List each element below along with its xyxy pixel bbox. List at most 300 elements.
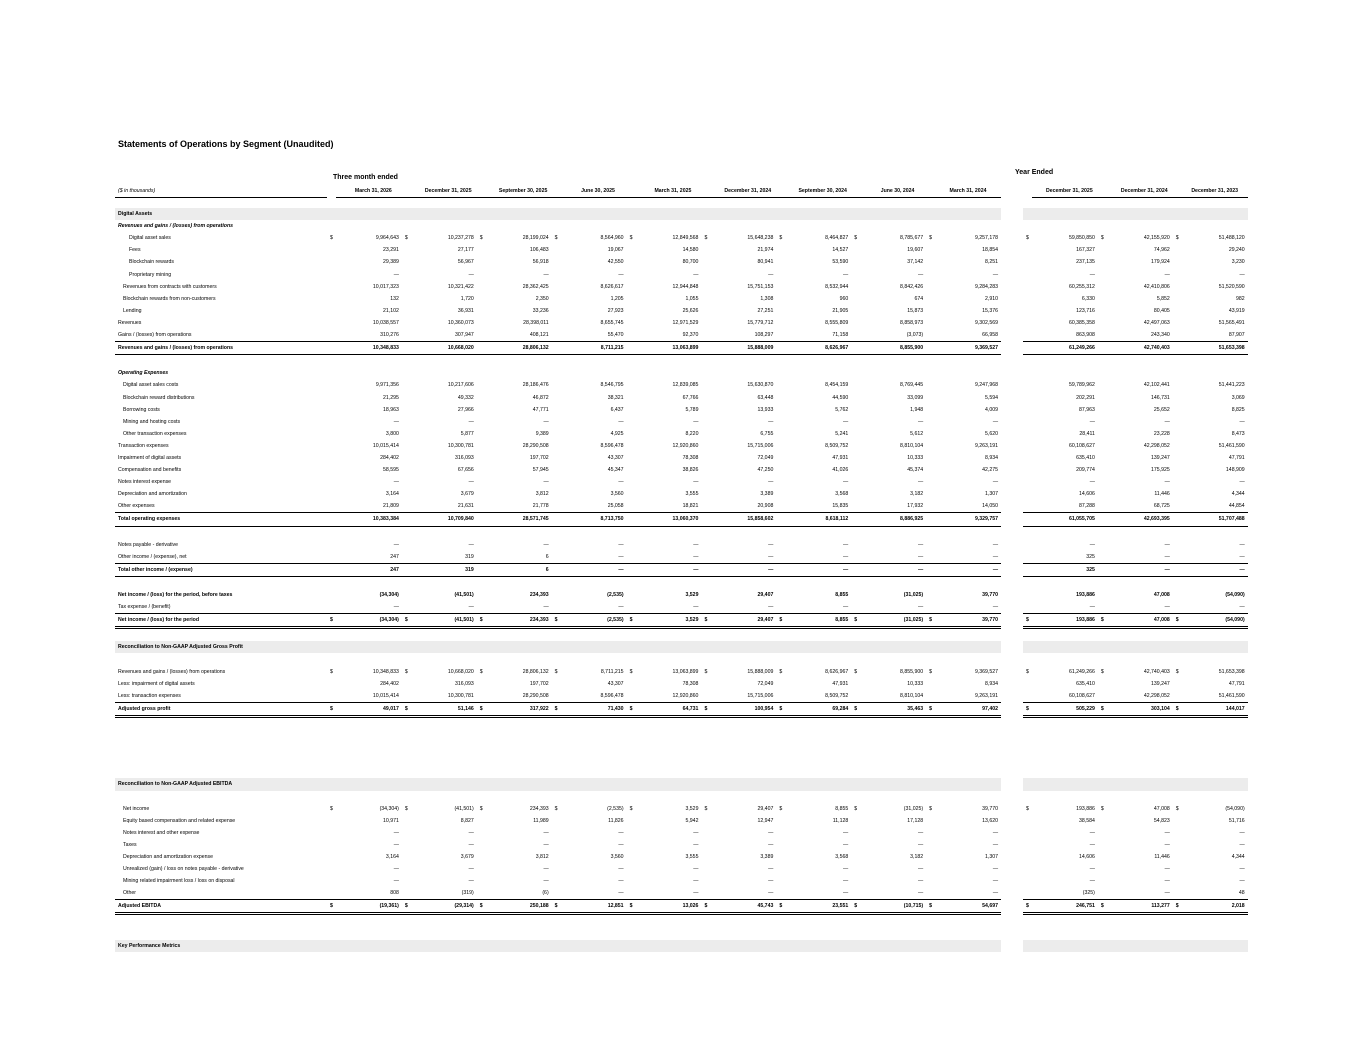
quarter-value-cell: 9,247,968 xyxy=(974,382,999,389)
row-label: Digital Assets xyxy=(115,208,327,220)
spacer-cell xyxy=(115,766,1248,778)
currency-symbol xyxy=(1098,690,1107,703)
currency-symbol xyxy=(327,601,336,614)
quarter-value-cell: 69,284 xyxy=(785,702,851,716)
year-value-cell: 42,298,052 xyxy=(1143,442,1170,449)
currency-symbol xyxy=(851,851,860,863)
gap-cell xyxy=(1001,244,1023,256)
currency-symbol xyxy=(1023,379,1032,391)
quarter-value-cell: 8,220 xyxy=(685,430,699,437)
currency-symbol xyxy=(477,887,486,900)
spacer-cell xyxy=(115,576,1248,589)
currency-symbol xyxy=(627,404,636,416)
quarter-value-cell: 15,873 xyxy=(907,307,924,314)
currency-symbol xyxy=(926,244,935,256)
currency-symbol xyxy=(402,416,411,428)
quarter-value-cell: 55,470 xyxy=(607,332,624,339)
table-row xyxy=(115,690,1248,703)
year-value-cell: 51,441,223 xyxy=(1218,382,1245,389)
currency-symbol xyxy=(926,342,935,355)
quarter-value-cell: — xyxy=(618,271,624,278)
gap-cell xyxy=(1001,851,1023,863)
quarter-value-cell: — xyxy=(543,271,549,278)
quarter-value-cell: — xyxy=(768,553,774,560)
table-row xyxy=(115,404,1248,416)
currency-symbol xyxy=(776,863,785,875)
quarter-value-cell: — xyxy=(768,604,774,611)
year-value-cell: 51,520,590 xyxy=(1218,283,1245,290)
year-value-cell: (54,090) xyxy=(1225,805,1245,812)
quarter-value-cell: 6 xyxy=(486,563,552,576)
currency-symbol xyxy=(477,404,486,416)
currency-symbol xyxy=(926,887,935,900)
quarter-value-cell: — xyxy=(843,841,849,848)
currency-symbol xyxy=(402,539,411,551)
currency-symbol xyxy=(327,281,336,293)
currency-symbol xyxy=(327,379,336,391)
currency-symbol xyxy=(627,851,636,863)
currency-symbol xyxy=(701,464,710,476)
currency-symbol xyxy=(1023,392,1032,404)
quarter-value-cell: 38,321 xyxy=(607,394,624,401)
quarter-value-cell: 284,402 xyxy=(380,680,399,687)
quarter-value-cell: 21,778 xyxy=(532,503,549,510)
quarter-value-cell: 15,888,009 xyxy=(710,342,776,355)
year-value-cell: 60,108,627 xyxy=(1068,692,1095,699)
currency-symbol xyxy=(1173,464,1182,476)
quarter-value-cell: 4,009 xyxy=(985,406,999,413)
quarter-value-cell: 6 xyxy=(545,553,549,560)
currency-symbol xyxy=(926,513,935,526)
currency-symbol: $ xyxy=(330,668,333,675)
currency-symbol xyxy=(701,244,710,256)
currency-symbol xyxy=(402,690,411,703)
currency-symbol xyxy=(1023,244,1032,256)
currency-symbol xyxy=(1098,428,1107,440)
year-value-cell: — xyxy=(1164,479,1170,486)
quarter-value-cell: 8,855,900 xyxy=(900,668,924,675)
currency-symbol xyxy=(552,539,561,551)
currency-symbol xyxy=(701,863,710,875)
quarter-value-cell: 43,307 xyxy=(607,680,624,687)
quarter-value-cell: — xyxy=(843,553,849,560)
year-value-cell: — xyxy=(1164,890,1170,897)
quarter-value-cell: 8,546,795 xyxy=(600,382,624,389)
year-value-cell: 8,473 xyxy=(1231,430,1245,437)
row-label: Notes interest and other expense xyxy=(123,829,200,836)
quarter-value-cell: — xyxy=(860,563,926,576)
currency-symbol: $ xyxy=(851,900,860,914)
currency-symbol xyxy=(327,815,336,827)
currency-symbol xyxy=(1023,839,1032,851)
quarter-value-cell: 10,015,414 xyxy=(372,692,399,699)
year-value-cell: — xyxy=(1089,479,1095,486)
currency-symbol xyxy=(477,488,486,500)
currency-symbol xyxy=(851,815,860,827)
quarter-value-cell: 10,300,781 xyxy=(447,692,474,699)
currency-symbol xyxy=(1023,690,1032,703)
currency-symbol xyxy=(327,342,336,355)
currency-symbol xyxy=(1098,342,1107,355)
year-value-cell: — xyxy=(1089,878,1095,885)
header-gap xyxy=(1023,185,1032,198)
currency-symbol xyxy=(1173,563,1182,576)
currency-symbol xyxy=(1098,513,1107,526)
quarter-value-cell: 8,855,900 xyxy=(860,342,926,355)
section-fill xyxy=(1023,940,1248,952)
spacer-row xyxy=(115,576,1248,589)
table-row xyxy=(115,293,1248,305)
quarter-value-cell: 17,932 xyxy=(907,503,924,510)
quarter-value-cell: — xyxy=(768,271,774,278)
quarter-value-cell: — xyxy=(917,271,924,278)
currency-symbol xyxy=(627,392,636,404)
currency-symbol xyxy=(1173,269,1182,281)
quarter-value-cell: 1,948 xyxy=(910,406,924,413)
currency-symbol xyxy=(552,256,561,268)
currency-symbol xyxy=(776,392,785,404)
currency-symbol xyxy=(402,827,411,839)
quarter-value-cell: 234,393 xyxy=(529,805,549,812)
currency-symbol xyxy=(327,392,336,404)
quarter-value-cell: 21,631 xyxy=(457,503,474,510)
quarter-value-cell: — xyxy=(468,866,474,873)
currency-symbol: $ xyxy=(1026,235,1029,242)
header-spacer-cell xyxy=(115,198,1248,209)
year-value-cell: 193,886 xyxy=(1032,614,1098,628)
year-value-cell: — xyxy=(1164,841,1170,848)
gap-cell xyxy=(1001,440,1023,452)
year-value-cell: — xyxy=(1164,829,1170,836)
currency-symbol xyxy=(552,269,561,281)
quarter-value-cell: 56,967 xyxy=(457,259,474,266)
currency-symbol xyxy=(701,589,710,601)
gap-cell xyxy=(1001,513,1023,526)
currency-symbol xyxy=(776,887,785,900)
currency-symbol xyxy=(552,589,561,601)
gap-cell xyxy=(1001,208,1023,220)
currency-symbol xyxy=(926,329,935,342)
year-value-cell: 635,410 xyxy=(1076,454,1095,461)
currency-symbol xyxy=(552,342,561,355)
currency-symbol xyxy=(851,863,860,875)
quarter-column-header: December 31, 2025 xyxy=(411,185,486,198)
year-value-cell: 246,751 xyxy=(1032,900,1098,914)
row-label: Total other income / (expense) xyxy=(115,563,327,576)
currency-symbol xyxy=(477,601,486,614)
currency-symbol xyxy=(627,589,636,601)
quarter-value-cell: (2,535) xyxy=(607,805,624,812)
currency-symbol xyxy=(552,513,561,526)
quarter-value-cell: 78,308 xyxy=(682,454,699,461)
quarter-value-cell: — xyxy=(693,479,699,486)
quarter-value-cell: 13,063,899 xyxy=(635,342,701,355)
quarter-value-cell: 12,947 xyxy=(757,817,774,824)
currency-symbol xyxy=(477,305,486,317)
year-value-cell: (54,090) xyxy=(1182,614,1248,628)
currency-symbol xyxy=(327,416,336,428)
quarter-value-cell: — xyxy=(468,841,474,848)
currency-symbol xyxy=(701,317,710,329)
currency-symbol xyxy=(1098,875,1107,887)
quarter-value-cell: 8,713,750 xyxy=(561,513,627,526)
currency-symbol xyxy=(776,244,785,256)
quarter-value-cell: 8,618,112 xyxy=(785,513,851,526)
year-value-cell: 202,291 xyxy=(1076,394,1095,401)
quarter-value-cell: 310,276 xyxy=(380,332,399,339)
gap-cell xyxy=(1001,269,1023,281)
currency-symbol xyxy=(701,500,710,513)
currency-symbol xyxy=(402,256,411,268)
section-fill xyxy=(327,778,1001,790)
quarter-value-cell: (2,535) xyxy=(561,614,627,628)
quarter-value-cell: 15,630,870 xyxy=(747,382,774,389)
currency-symbol xyxy=(926,500,935,513)
currency-symbol xyxy=(851,452,860,464)
currency-symbol xyxy=(701,513,710,526)
currency-symbol xyxy=(552,244,561,256)
currency-symbol: $ xyxy=(1100,668,1104,675)
quarter-value-cell: — xyxy=(768,890,774,897)
currency-symbol xyxy=(477,875,486,887)
quarter-value-cell: 9,971,356 xyxy=(375,382,399,389)
year-value-cell: 863,908 xyxy=(1076,332,1095,339)
currency-symbol xyxy=(776,342,785,355)
quarter-value-cell: — xyxy=(917,829,924,836)
currency-symbol xyxy=(1173,589,1182,601)
quarter-value-cell: 132 xyxy=(390,295,399,302)
currency-symbol xyxy=(776,476,785,488)
row-label: Blockchain reward distributions xyxy=(123,394,195,401)
quarter-value-cell: — xyxy=(843,541,849,548)
year-value-cell: — xyxy=(1239,479,1245,486)
quarter-value-cell: 10,668,020 xyxy=(447,668,474,675)
year-value-cell: 47,791 xyxy=(1228,454,1245,461)
gap-cell xyxy=(1001,563,1023,576)
currency-symbol xyxy=(926,305,935,317)
year-value-cell: 51,716 xyxy=(1228,817,1245,824)
currency-symbol xyxy=(1098,464,1107,476)
quarter-value-cell: 33,099 xyxy=(907,394,924,401)
quarter-value-cell: 106,483 xyxy=(529,247,549,254)
currency-symbol xyxy=(402,392,411,404)
quarter-value-cell: 8,855 xyxy=(835,592,849,598)
row-label: Notes interest expense xyxy=(118,479,172,486)
quarter-value-cell: — xyxy=(618,479,624,486)
year-value-cell: 59,789,962 xyxy=(1068,382,1095,389)
currency-symbol xyxy=(627,513,636,526)
quarter-value-cell: 66,958 xyxy=(982,332,999,339)
quarter-value-cell: 67,766 xyxy=(682,394,699,401)
currency-symbol xyxy=(327,551,336,564)
currency-symbol xyxy=(327,563,336,576)
currency-symbol xyxy=(776,513,785,526)
year-value-cell: — xyxy=(1089,841,1095,848)
header-spacer-row xyxy=(115,198,1248,209)
currency-symbol xyxy=(477,690,486,703)
currency-symbol xyxy=(1173,539,1182,551)
currency-symbol xyxy=(552,305,561,317)
currency-symbol xyxy=(552,379,561,391)
quarter-value-cell: 27,251 xyxy=(757,307,774,314)
currency-symbol xyxy=(701,404,710,416)
currency-symbol xyxy=(776,815,785,827)
currency-symbol xyxy=(627,464,636,476)
spacer-row xyxy=(115,653,1248,665)
currency-symbol xyxy=(327,293,336,305)
currency-symbol xyxy=(926,464,935,476)
year-value-cell: 14,606 xyxy=(1079,853,1095,860)
row-label: Operating Expenses xyxy=(118,370,169,377)
currency-symbol xyxy=(1173,329,1182,342)
currency-symbol xyxy=(327,244,336,256)
currency-symbol: $ xyxy=(627,900,636,914)
currency-symbol xyxy=(477,589,486,601)
currency-symbol xyxy=(1023,404,1032,416)
currency-symbol xyxy=(776,293,785,305)
currency-symbol xyxy=(627,839,636,851)
quarter-value-cell: 8,810,104 xyxy=(900,442,924,449)
currency-symbol xyxy=(627,815,636,827)
currency-symbol xyxy=(552,428,561,440)
quarter-value-cell: 3,568 xyxy=(835,491,849,498)
quarter-value-cell: 108,297 xyxy=(754,332,774,339)
quarter-value-cell: 27,966 xyxy=(457,406,474,413)
currency-symbol xyxy=(1173,851,1182,863)
currency-symbol xyxy=(552,329,561,342)
quarter-value-cell: — xyxy=(917,553,924,560)
gap-cell xyxy=(1001,827,1023,839)
quarter-value-cell: — xyxy=(768,841,774,848)
quarter-value-cell: 3,182 xyxy=(910,491,924,498)
table-row xyxy=(115,614,1248,628)
table-row xyxy=(115,702,1248,716)
currency-symbol xyxy=(926,256,935,268)
quarter-value-cell: — xyxy=(710,563,776,576)
quarter-value-cell: 92,370 xyxy=(682,332,699,339)
quarter-value-cell: 8,711,215 xyxy=(561,342,627,355)
quarter-value-cell: — xyxy=(543,829,549,836)
currency-symbol: $ xyxy=(776,614,785,628)
quarter-value-cell: 284,402 xyxy=(380,454,399,461)
row-label: Revenues and gains / (losses) from operations xyxy=(118,223,234,230)
currency-symbol xyxy=(701,293,710,305)
gap-cell xyxy=(1001,416,1023,428)
currency-symbol xyxy=(701,440,710,452)
quarter-value-cell: — xyxy=(917,604,924,611)
quarter-value-cell: (41,501) xyxy=(454,592,474,598)
table-row xyxy=(115,803,1248,815)
currency-symbol xyxy=(701,839,710,851)
quarter-value-cell: 3,529 xyxy=(635,614,701,628)
currency-symbol xyxy=(1023,281,1032,293)
year-value-cell: — xyxy=(1164,271,1170,278)
quarter-column-header: March 31, 2024 xyxy=(935,185,1001,198)
quarter-value-cell: 3,555 xyxy=(685,853,699,860)
quarter-value-cell: — xyxy=(843,479,849,486)
row-label: Other income / (expense), net xyxy=(118,553,187,560)
quarter-value-cell: 28,290,508 xyxy=(522,442,549,449)
quarter-value-cell: 21,102 xyxy=(383,307,399,314)
quarter-value-cell: 10,237,278 xyxy=(447,235,474,242)
currency-symbol xyxy=(1173,815,1182,827)
currency-symbol xyxy=(776,539,785,551)
quarter-value-cell: 28,806,132 xyxy=(486,342,552,355)
currency-symbol xyxy=(627,329,636,342)
section-fill xyxy=(327,940,1001,952)
quarter-value-cell: 3,164 xyxy=(385,853,399,860)
quarter-value-cell: (34,304) xyxy=(379,592,399,598)
table-row xyxy=(115,666,1248,678)
quarter-value-cell: (34,304) xyxy=(336,614,402,628)
quarter-value-cell: — xyxy=(618,418,624,425)
gap-cell xyxy=(1001,342,1023,355)
quarter-value-cell: 28,806,132 xyxy=(522,668,549,675)
year-value-cell: — xyxy=(1239,841,1245,848)
gap-cell xyxy=(1001,863,1023,875)
table-row xyxy=(115,500,1248,513)
currency-symbol: $ xyxy=(1175,668,1179,675)
year-column-header: December 31, 2023 xyxy=(1182,185,1248,198)
table-row xyxy=(115,305,1248,317)
quarter-column-header: December 31, 2024 xyxy=(710,185,785,198)
gap-cell xyxy=(1001,887,1023,900)
currency-symbol xyxy=(327,851,336,863)
quarter-value-cell: 39,770 xyxy=(982,592,999,598)
currency-symbol xyxy=(477,293,486,305)
currency-symbol xyxy=(327,875,336,887)
quarter-value-cell: — xyxy=(768,829,774,836)
quarter-value-cell: 8,626,967 xyxy=(785,342,851,355)
currency-symbol xyxy=(1098,293,1107,305)
row-label: Net income / (loss) for the period, before taxes xyxy=(118,592,233,598)
currency-symbol xyxy=(402,317,411,329)
table-row xyxy=(115,220,1248,232)
row-label: Lending xyxy=(123,307,142,314)
currency-symbol xyxy=(402,815,411,827)
quarter-value-cell: 19,607 xyxy=(907,247,924,254)
currency-symbol xyxy=(1098,440,1107,452)
quarter-value-cell: 10,038,557 xyxy=(372,319,399,326)
gap-cell xyxy=(1001,551,1023,564)
currency-symbol: $ xyxy=(554,805,558,812)
year-value-cell: 167,327 xyxy=(1076,247,1095,254)
currency-symbol xyxy=(552,875,561,887)
quarter-value-cell: — xyxy=(618,890,624,897)
table-row xyxy=(115,416,1248,428)
currency-symbol xyxy=(327,887,336,900)
table-row xyxy=(115,256,1248,268)
currency-symbol xyxy=(776,488,785,500)
currency-symbol: $ xyxy=(1023,702,1032,716)
quarter-value-cell: — xyxy=(393,841,399,848)
year-value-cell: 61,249,266 xyxy=(1032,342,1098,355)
quarter-value-cell: 29,407 xyxy=(757,805,774,812)
gap-cell xyxy=(1001,293,1023,305)
quarter-value-cell: — xyxy=(393,541,399,548)
currency-symbol xyxy=(851,887,860,900)
currency-symbol: $ xyxy=(627,614,636,628)
quarter-value-cell: 72,049 xyxy=(757,680,774,687)
quarter-value-cell: 54,697 xyxy=(935,900,1001,914)
currency-symbol xyxy=(701,851,710,863)
currency-symbol: $ xyxy=(929,805,933,812)
currency-symbol xyxy=(1098,488,1107,500)
quarter-value-cell: 10,348,833 xyxy=(336,342,402,355)
year-value-cell: 60,255,312 xyxy=(1068,283,1095,290)
year-value-cell: 175,925 xyxy=(1151,467,1170,474)
currency-symbol xyxy=(776,305,785,317)
